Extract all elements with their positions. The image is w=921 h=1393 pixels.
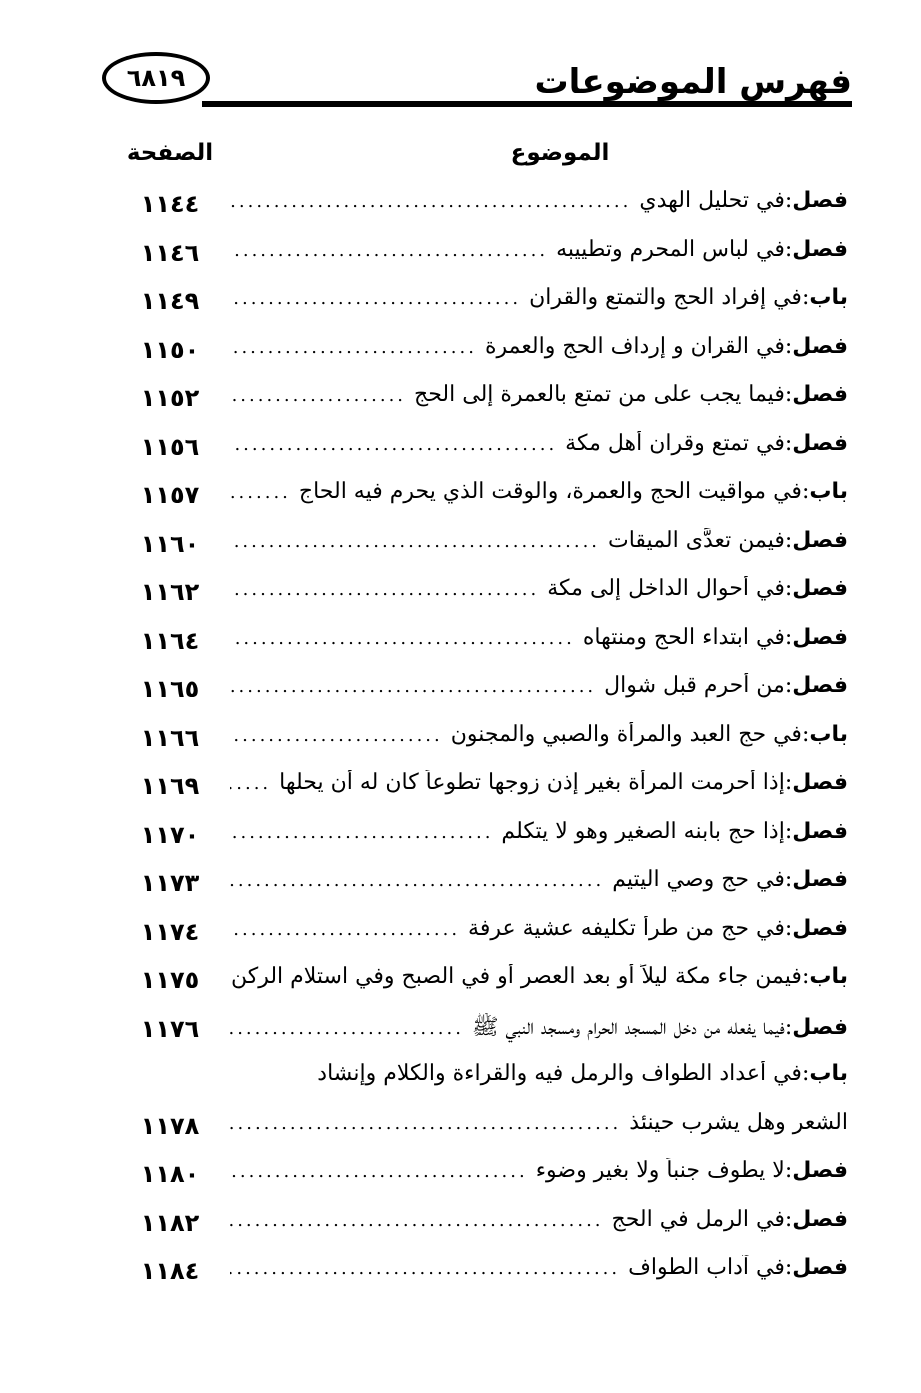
- toc-entry-title: الشعر وهل يشرب حينئذ: [629, 1109, 848, 1135]
- toc-leader-dots: [230, 1113, 621, 1134]
- toc-entry: [120, 576, 848, 616]
- toc-entry-page: ١١٥٢: [140, 384, 200, 412]
- toc-entry-title: فيما يفعله من دخل المسجد الحرام ومسجد النبي ﷺ: [471, 1014, 785, 1040]
- toc-entry-keyword: فصل: [792, 1014, 848, 1040]
- toc-entry-keyword: فصل: [792, 382, 848, 407]
- toc-leader-dots: [230, 240, 548, 261]
- toc-entry-keyword: باب: [809, 964, 848, 989]
- toc-entry-page: ١١٧٥: [140, 966, 200, 994]
- toc-entry: [120, 1207, 848, 1247]
- toc-entry-title: في تمتع وقران أهل مكة: [565, 430, 785, 456]
- toc-entry-title: في مواقيت الحج والعمرة، والوقت الذي يحرم فيه الحاج: [298, 479, 802, 504]
- toc-entry-line: باب : فيمن جاء مكة ليلاً أو بعد العصر أو في الصبح وفي استلام الركن: [230, 964, 848, 1004]
- toc-leader-dots: [230, 870, 604, 891]
- toc-leader-dots: [230, 1018, 464, 1039]
- toc-entry-line: باب : في إفراد الحج والتمتع والقران .....: [230, 285, 848, 325]
- toc-entry-title: في حج من طرأ تكليفه عشية عرفة: [468, 915, 785, 941]
- toc-entry-line: فصل : فيمن تعدَّى الميقات .....: [230, 528, 848, 568]
- column-heading-topic: الموضوع: [510, 140, 610, 166]
- toc-entry-line: فصل : في آداب الطواف .....: [230, 1255, 848, 1295]
- toc-entry-line: باب : في مواقيت الحج والعمرة، والوقت الذي يحرم فيه الحاج .....: [230, 479, 848, 519]
- toc-entry: [120, 285, 848, 325]
- toc-entry-title: في أعداد الطواف والرمل فيه والقراءة والكلام وإنشاد: [317, 1061, 802, 1086]
- toc-entry-page: ١١٦٥: [140, 675, 200, 703]
- toc-entry-title: فيمن جاء مكة ليلاً أو بعد العصر أو في الصبح وفي استلام الركن: [230, 964, 802, 989]
- toc-entry-title: في لباس المحرم وتطييبه: [556, 236, 785, 262]
- toc-entry: [120, 1255, 848, 1295]
- toc-entry-line: فصل : في حج من طرأ تكليفه عشية عرفة .....: [230, 916, 848, 956]
- toc-entry-line: فصل : في حج وصي اليتيم .....: [230, 867, 848, 907]
- toc-entry-page: ١١٦٦: [140, 723, 200, 752]
- toc-entry: [120, 673, 848, 713]
- toc-entry-line: فصل : في تحليل الهدي .....: [230, 188, 848, 228]
- toc-entry: [120, 867, 848, 907]
- toc-entry-title: إذا حج بابنه الصغير وهو لا يتكلم: [501, 818, 785, 844]
- toc-entry-line: فصل : فيما يفعله من دخل المسجد الحرام ومسجد النبي ﷺ .....: [230, 1013, 848, 1053]
- toc-entry-line: فصل : في القران و إرداف الحج والعمرة .....: [230, 334, 848, 374]
- toc-entry-line: باب : في أعداد الطواف والرمل فيه والقراءة والكلام وإنشاد: [230, 1061, 848, 1101]
- toc-entry-page: ١١٨٤: [140, 1257, 200, 1285]
- toc-entry-title: في حج العبد والمرأة والصبي والمجنون: [450, 721, 802, 747]
- toc-entry-line: فصل : في الرمل في الحج .....: [230, 1207, 848, 1247]
- toc-entry: [120, 528, 848, 568]
- toc-entry-title: في أحوال الداخل إلى مكة: [547, 576, 785, 601]
- toc-entry-page: ١١٦٩: [140, 772, 200, 800]
- toc-entry-title: فيما يجب على من تمتع بالعمرة إلى الحج: [414, 382, 785, 407]
- toc-entry-line: فصل : في لباس المحرم وتطييبه .....: [230, 237, 848, 277]
- toc-entry-page: ١١٤٩: [140, 287, 200, 315]
- toc-entry: [120, 916, 848, 956]
- toc-entry-title: من أحرم قبل شوال: [604, 673, 785, 698]
- column-heading-page: الصفحة: [126, 140, 214, 166]
- toc-entry-title: في الرمل في الحج: [611, 1206, 785, 1232]
- toc-entry-page: ١١٤٦: [140, 238, 200, 267]
- toc-entry-line: باب : في حج العبد والمرأة والصبي والمجنون .....: [230, 722, 848, 762]
- page-number: ٦٨١٩: [126, 64, 186, 92]
- toc-entry-title: في آداب الطواف: [628, 1255, 785, 1280]
- toc-entry-page: ١١٥٠: [140, 335, 200, 364]
- toc-entry-keyword: فصل: [792, 867, 848, 892]
- toc-entry-keyword: فصل: [792, 624, 848, 650]
- toc-leader-dots: [230, 773, 271, 794]
- toc-entry: [120, 334, 848, 374]
- toc-entry-title: في إفراد الحج والتمتع والقران: [529, 285, 802, 310]
- toc-entry-page: ١١٦٢: [140, 578, 200, 606]
- toc-entry: [120, 1061, 848, 1101]
- toc-entry-page: ١١٧٦: [140, 1014, 200, 1043]
- toc-leader-dots: [230, 919, 460, 940]
- toc-entry-page: ١١٨٢: [140, 1208, 200, 1237]
- toc-entry-line: فصل : في أحوال الداخل إلى مكة .....: [230, 576, 848, 616]
- toc-leader-dots: [230, 725, 443, 746]
- toc-entry-keyword: فصل: [792, 1206, 848, 1232]
- toc-entry-keyword: فصل: [792, 770, 848, 795]
- page-title: فهرس الموضوعات: [534, 62, 852, 102]
- toc-entry-page: ١١٧٣: [140, 869, 200, 897]
- toc-entry-page: ١١٤٤: [140, 190, 200, 218]
- toc-entry: [120, 237, 848, 277]
- toc-leader-dots: [230, 628, 575, 649]
- toc-entry-title: لا يطوف جنباً ولا بغير وضوء: [535, 1158, 785, 1183]
- toc-entry-page: ١١٦٠: [140, 529, 200, 558]
- toc-leader-dots: [230, 676, 596, 697]
- toc-entry-title: في ابتداء الحج ومنتهاه: [582, 624, 785, 650]
- toc-entry-page: ١١٧٨: [140, 1111, 200, 1140]
- toc-entry-keyword: باب: [809, 1061, 848, 1086]
- toc-entry-keyword: باب: [809, 285, 848, 310]
- toc-entry-keyword: فصل: [792, 430, 848, 456]
- toc-entry-page: ١١٥٧: [140, 481, 200, 509]
- toc-leader-dots: [230, 385, 406, 406]
- toc-entry-keyword: فصل: [792, 818, 848, 844]
- toc-entry-line: فصل : لا يطوف جنباً ولا بغير وضوء .....: [230, 1158, 848, 1198]
- toc-entry-page: ١١٨٠: [140, 1160, 200, 1188]
- toc-entry-line: فصل : في ابتداء الحج ومنتهاه .....: [230, 625, 848, 665]
- toc-entry-title: في القران و إرداف الحج والعمرة: [484, 333, 785, 359]
- toc-entry-line: فصل : إذا حج بابنه الصغير وهو لا يتكلم .....: [230, 819, 848, 859]
- toc-entry: [120, 625, 848, 665]
- toc-entry: [120, 964, 848, 1004]
- toc-entry: [120, 382, 848, 422]
- toc-leader-dots: [230, 1258, 620, 1279]
- toc-entry-keyword: باب: [809, 479, 848, 504]
- toc-entry-line: فصل : فيما يجب على من تمتع بالعمرة إلى الحج .....: [230, 382, 848, 422]
- toc-entry-page: ١١٦٤: [140, 626, 200, 655]
- toc-leader-dots: [230, 579, 539, 600]
- toc-entry-title: في حج وصي اليتيم: [612, 867, 785, 892]
- toc-entry: [120, 819, 848, 859]
- toc-entry-keyword: فصل: [792, 576, 848, 601]
- toc-entry-title: إذا أحرمت المرأة بغير إذن زوجها تطوعاً كان له أن يحلها: [279, 770, 785, 795]
- toc-entry-page: ١١٧٠: [140, 820, 200, 849]
- toc-leader-dots: [230, 1161, 528, 1182]
- toc-leader-dots: [230, 531, 600, 552]
- toc-leader-dots: [230, 337, 477, 358]
- toc-entry-keyword: فصل: [792, 527, 848, 553]
- toc-entry-keyword: فصل: [792, 915, 848, 941]
- toc-entry: [120, 1110, 848, 1150]
- toc-entry-keyword: فصل: [792, 1255, 848, 1280]
- toc-entry-title: فيمن تعدَّى الميقات: [608, 527, 785, 553]
- toc-entry-keyword: فصل: [792, 333, 848, 359]
- toc-entry-line: فصل : من أحرم قبل شوال .....: [230, 673, 848, 713]
- toc-entry-line: فصل : في تمتع وقران أهل مكة .....: [230, 431, 848, 471]
- toc-entry-keyword: فصل: [792, 673, 848, 698]
- toc-leader-dots: [230, 434, 557, 455]
- toc-leader-dots: [230, 482, 291, 503]
- toc-leader-dots: [230, 288, 521, 309]
- toc-entry-line: فصل : إذا أحرمت المرأة بغير إذن زوجها تطوعاً كان له أن يحلها .....: [230, 770, 848, 810]
- toc-entry: [120, 1158, 848, 1198]
- toc-entry-title: في تحليل الهدي: [639, 188, 785, 213]
- toc-entry: [120, 722, 848, 762]
- toc-entry-page: ١١٧٤: [140, 917, 200, 946]
- toc-entry: [120, 1013, 848, 1053]
- toc-entry-keyword: باب: [809, 721, 848, 747]
- toc-leader-dots: [230, 822, 493, 843]
- toc-leader-dots: [230, 1210, 604, 1231]
- toc-entry-keyword: فصل: [792, 188, 848, 213]
- toc-entry: [120, 431, 848, 471]
- toc-entry-keyword: فصل: [792, 1158, 848, 1183]
- toc-entry: [120, 188, 848, 228]
- toc-entry: [120, 479, 848, 519]
- toc-entry-line: [230, 1110, 848, 1150]
- toc-leader-dots: [230, 191, 631, 212]
- toc-entry-page: ١١٥٦: [140, 432, 200, 461]
- toc-entry-keyword: فصل: [792, 236, 848, 262]
- toc-entry: [120, 770, 848, 810]
